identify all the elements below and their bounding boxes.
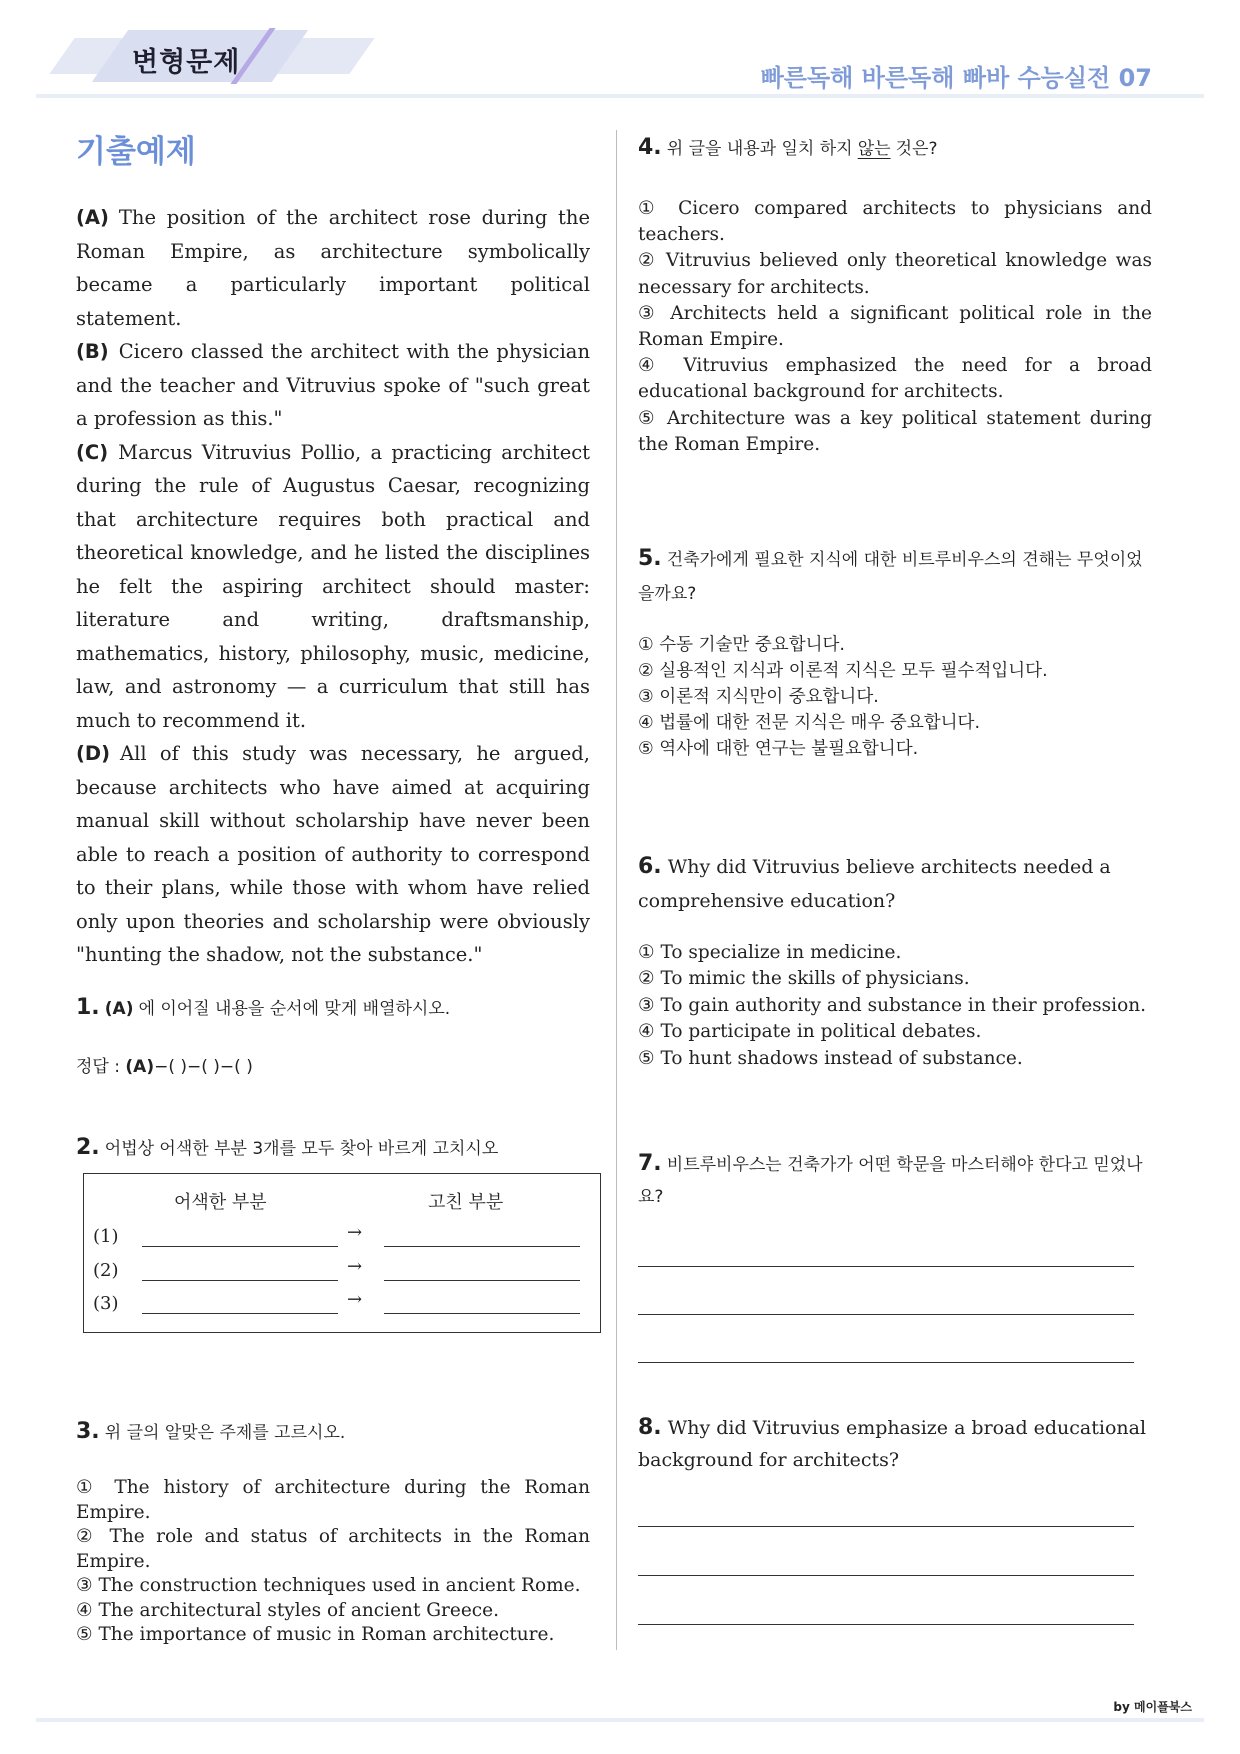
column-divider	[616, 130, 617, 1650]
section-title: 기출예제	[76, 134, 196, 170]
option-1[interactable]: ① To specialize in medicine.	[638, 942, 902, 963]
answer-blanks[interactable]: −( )−( )−( )	[154, 1057, 253, 1077]
question-number: 2.	[76, 1135, 100, 1160]
question-number: 1.	[76, 995, 100, 1020]
header-badge-label: 변형문제	[132, 47, 241, 78]
answer-line-3[interactable]	[638, 1362, 1134, 1363]
question-3-options	[76, 1476, 590, 1648]
question-number: 4.	[638, 135, 662, 160]
question-text: Why did Vitruvius emphasize a broad educational background for architects?	[638, 1417, 1147, 1471]
paragraph-text: The position of the architect rose during the Roman Empire, as architecture symbolically became a particularly important political statement.	[76, 206, 590, 330]
answer-line-1[interactable]	[638, 1526, 1134, 1527]
arrow-icon: →	[347, 1289, 363, 1310]
option-1[interactable]: ① 수동 기술만 중요합니다.	[638, 635, 845, 655]
option-5[interactable]: ⑤ The importance of music in Roman architecture.	[76, 1624, 555, 1645]
question-text: 비트루비우스는 건축가가 어떤 학문을 마스터해야 한다고 믿었나요?	[638, 1155, 1143, 1207]
question-1	[76, 994, 450, 1020]
option-5[interactable]: ⑤ 역사에 대한 연구는 불필요합니다.	[638, 739, 919, 759]
question-text: 위 글을 내용과 일치 하지	[666, 139, 853, 159]
question-number: 3.	[76, 1419, 100, 1444]
option-2[interactable]: ② The role and status of architects in the Roman Empire.	[76, 1526, 590, 1572]
column-header-wrong: 어색한 부분	[174, 1192, 267, 1213]
question-6	[638, 850, 1152, 918]
paragraph-text: All of this study was necessary, he argued, because architects who have aimed at acquiring manual skill without scholarship have never been able to reach a position of authority to correspond to their plans, while those with whom have relied only upon theories and scholarship were obviously "hunting the shadow, not the substance."	[76, 742, 590, 966]
paragraph-marker: (B)	[76, 340, 109, 363]
answer-marker: (A)	[125, 1057, 155, 1077]
question-5	[638, 542, 1152, 611]
reading-passage	[76, 201, 590, 972]
column-header-fixed: 고친 부분	[428, 1192, 504, 1213]
blank-wrong-1[interactable]	[142, 1246, 338, 1247]
option-3[interactable]: ③ 이론적 지식만이 중요합니다.	[638, 687, 879, 707]
option-4[interactable]: ④ The architectural styles of ancient Greece.	[76, 1599, 499, 1621]
option-4[interactable]: ④ To participate in political debates.	[638, 1021, 982, 1043]
question-text-end: 것은?	[895, 139, 938, 159]
blank-fixed-2[interactable]	[384, 1280, 580, 1281]
arrow-icon: →	[347, 1256, 363, 1277]
blank-wrong-3[interactable]	[142, 1313, 338, 1314]
option-3[interactable]: ③ The construction techniques used in ancient Rome.	[76, 1575, 581, 1596]
paragraph-text: Marcus Vitruvius Pollio, a practicing architect during the rule of Augustus Caesar, recognizing that architecture requires both practical and theoretical knowledge, and he listed the disciplines he felt the aspiring architect should master: literature and writing, draftsmanship, mathematics, history, philosophy, music, medicine, law, and astronomy — a curriculum that still has much to recommend it.	[76, 440, 590, 732]
question-number: 5.	[638, 546, 662, 571]
option-2[interactable]: ② Vitruvius believed only theoretical knowledge was necessary for architects.	[638, 250, 1152, 298]
question-4-options	[638, 196, 1152, 458]
option-1[interactable]: ① Cicero compared architects to physicians and teachers.	[638, 198, 1152, 246]
question-4	[638, 134, 1152, 160]
answer-line	[76, 1052, 253, 1077]
option-3[interactable]: ③ Architects held a significant political role in the Roman Empire.	[638, 302, 1152, 351]
question-2	[76, 1134, 498, 1160]
correction-row-label: (1)	[93, 1226, 119, 1247]
passage-paragraph-a	[76, 201, 590, 335]
series-title: 빠른독해 바른독해 빠바 수능실전 07	[760, 64, 1152, 92]
paragraph-marker: (D)	[76, 742, 111, 765]
question-text: 어법상 어색한 부분 3개를 모두 찾아 바르게 고치시오	[104, 1139, 499, 1159]
passage-paragraph-d	[76, 737, 590, 972]
answer-line-2[interactable]	[638, 1314, 1134, 1315]
passage-paragraph-b	[76, 335, 590, 436]
question-6-options	[638, 940, 1146, 1072]
question-text: 건축가에게 필요한 지식에 대한 비트루비우스의 견해는 무엇이었을까요?	[638, 550, 1143, 604]
option-5[interactable]: ⑤ Architecture was a key political statement during the Roman Empire.	[638, 407, 1152, 455]
header-divider	[36, 94, 1204, 98]
footer-divider	[36, 1718, 1204, 1722]
question-7	[638, 1148, 1152, 1213]
footer-by: by	[1113, 1700, 1130, 1714]
option-4[interactable]: ④ Vitruvius emphasized the need for a broad educational background for architects.	[638, 355, 1152, 403]
answer-line-3[interactable]	[638, 1624, 1134, 1625]
paragraph-marker: (A)	[76, 206, 109, 229]
answer-line-1[interactable]	[638, 1266, 1134, 1267]
question-number: 6.	[638, 854, 662, 879]
question-text: 에 이어질 내용을 순서에 맞게 배열하시오.	[138, 999, 451, 1019]
blank-fixed-1[interactable]	[384, 1246, 580, 1247]
correction-row-label: (3)	[93, 1293, 119, 1314]
arrow-icon: →	[347, 1222, 363, 1243]
question-5-options	[638, 632, 1048, 762]
blank-fixed-3[interactable]	[384, 1313, 580, 1314]
answer-line-2[interactable]	[638, 1575, 1134, 1576]
option-3[interactable]: ③ To gain authority and substance in their profession.	[638, 994, 1147, 1016]
question-text: Why did Vitruvius believe architects needed a comprehensive education?	[638, 856, 1111, 912]
publisher-name: 메이플북스	[1134, 1700, 1192, 1714]
blank-wrong-2[interactable]	[142, 1280, 338, 1281]
question-marker: (A)	[104, 999, 134, 1019]
option-1[interactable]: ① The history of architecture during the Roman Empire.	[76, 1477, 590, 1523]
question-text: 위 글의 알맞은 주제를 고르시오.	[104, 1423, 346, 1443]
answer-label: 정답 :	[76, 1057, 120, 1077]
question-3	[76, 1418, 345, 1444]
question-text-underlined: 않는	[857, 139, 891, 159]
paragraph-marker: (C)	[76, 440, 109, 464]
correction-row-label: (2)	[93, 1260, 119, 1281]
paragraph-text: Cicero classed the architect with the physician and the teacher and Vitruvius spoke of "such great a profession as this."	[76, 340, 590, 430]
option-4[interactable]: ④ 법률에 대한 전문 지식은 매우 중요합니다.	[638, 713, 981, 733]
question-number: 8.	[638, 1415, 662, 1440]
question-number: 7.	[638, 1151, 662, 1176]
question-8	[638, 1412, 1152, 1476]
option-2[interactable]: ② 실용적인 지식과 이론적 지식은 모두 필수적입니다.	[638, 661, 1048, 681]
correction-box	[83, 1173, 601, 1333]
option-2[interactable]: ② To mimic the skills of physicians.	[638, 968, 970, 990]
option-5[interactable]: ⑤ To hunt shadows instead of substance.	[638, 1047, 1023, 1069]
footer-credit	[1113, 1698, 1192, 1715]
passage-paragraph-c	[76, 436, 590, 738]
